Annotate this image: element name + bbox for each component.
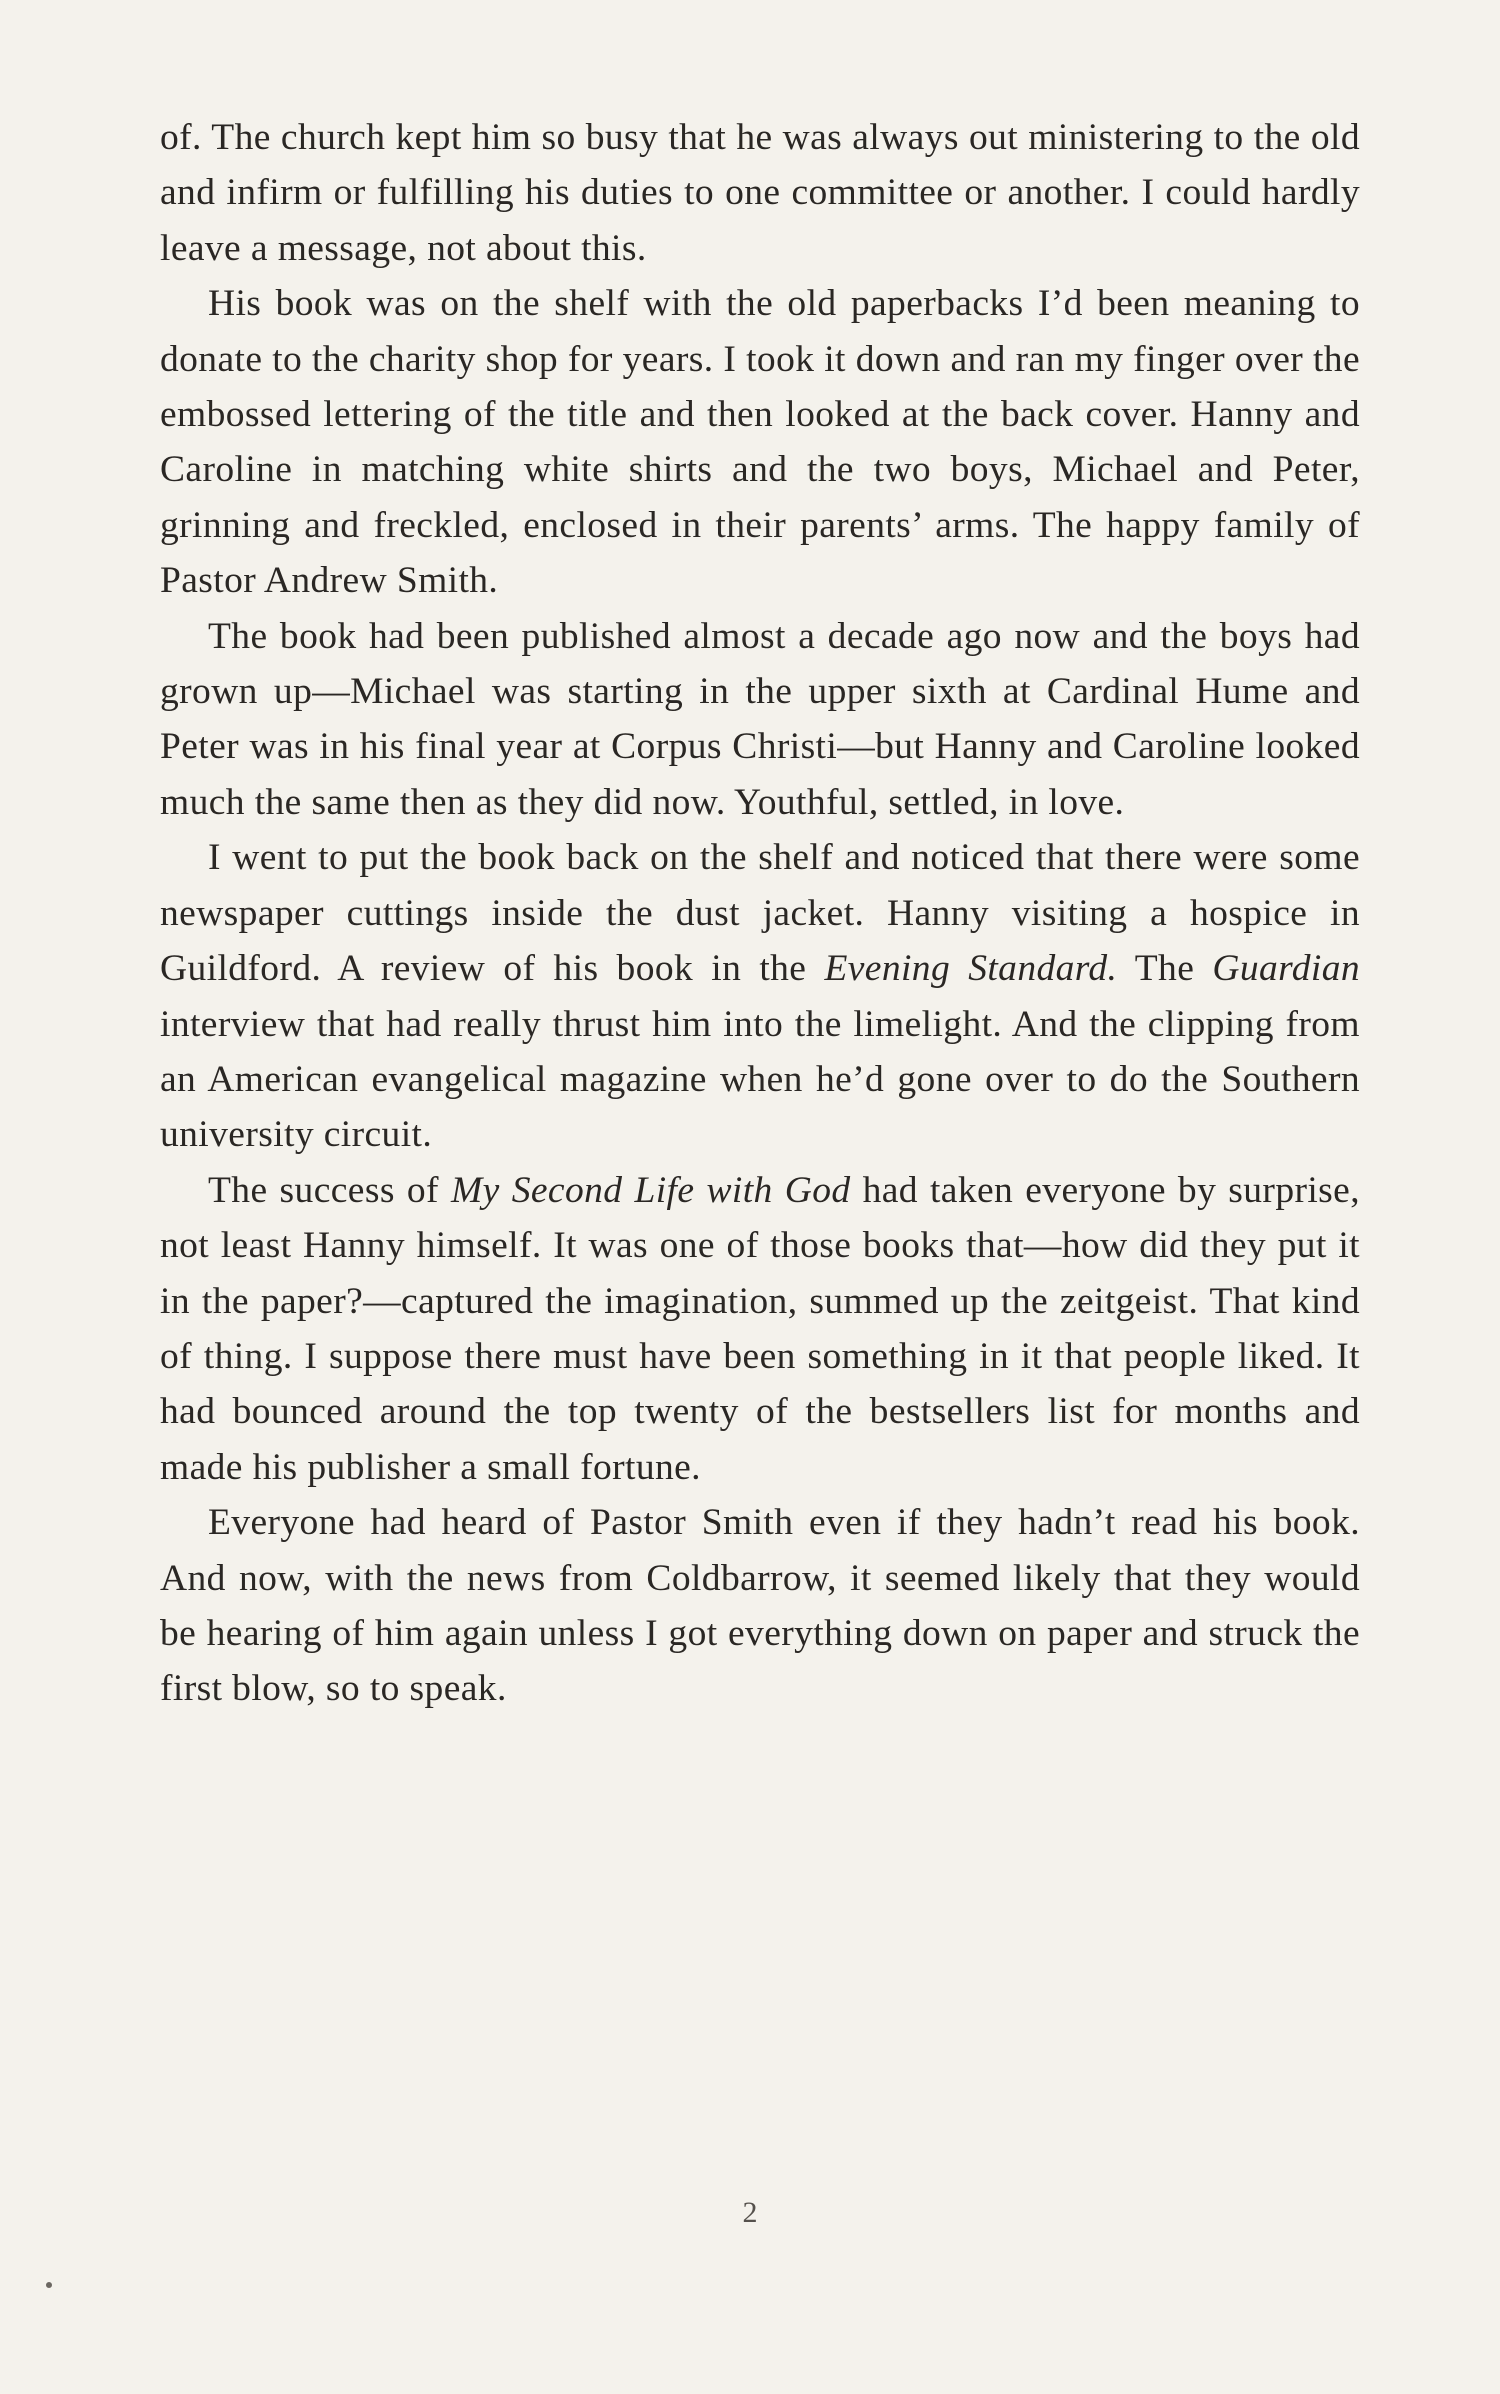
paper-speck [46,2282,52,2288]
paragraph-3 [160,609,1360,831]
book-title: My Second Life with God [450,1169,851,1211]
paragraph-6-text: Everyone had heard of Pastor Smith even if they hadn’t read his book. And now, with the news from Coldbarrow, it seemed likely that they would be hearing of him again unless I got everything down on paper and struck the first blow, so to speak. [160,1502,1360,1710]
newspaper-title-guardian: Guardian [1212,948,1360,990]
body-text [160,110,1360,1717]
paragraph-5-text-a: The success of [208,1169,451,1211]
paragraph-4 [160,830,1360,1162]
paragraph-2 [160,276,1360,608]
paragraph-1 [160,110,1360,276]
paragraph-5 [160,1163,1360,1495]
paragraph-3-text: The book had been published almost a decade ago now and the boys had grown up—Michael was starting in the upper sixth at Cardinal Hume and Peter was in his final year at Corpus Christi—but Hanny and Caroline looked much the same then as they did now. Youthful, settled, in love. [160,615,1360,823]
paragraph-4-text-a: I went to put the book back on the shelf and noticed that there were some newspaper cuttings inside the dust jacket. Hanny visiting a hospice in Guildford. A review of his book in the [160,837,1360,990]
paragraph-1-text: of. The church kept him so busy that he was always out ministering to the old and infirm or fulfilling his duties to one committee or another. I could hardly leave a message, not about this. [160,117,1360,269]
newspaper-title-evening-standard: Evening Standard. [824,948,1118,990]
paragraph-4-text-c: interview that had really thrust him into the limelight. And the clipping from an American evangelical magazine when he’d gone over to do the Southern university circuit. [160,1003,1360,1156]
paragraph-6 [160,1495,1360,1717]
paragraph-4-text-b: The [1117,948,1213,990]
paragraph-2-text: His book was on the shelf with the old paperbacks I’d been meaning to donate to the charity shop for years. I took it down and ran my finger over the embossed lettering of the title and then looked at the back cover. Hanny and Caroline in matching white shirts and the two boys, Michael and Peter, grinning and freckled, enclosed in their parents’ arms. The happy family of Pastor Andrew Smith. [160,283,1360,602]
paragraph-5-text-b: had taken everyone by surprise, not least Hanny himself. It was one of those books that—how did they put it in the paper?—captured the imagination, summed up the zeitgeist. That kind of thing. I suppose there must have been something in it that people liked. It had bounced around the top twenty of the bestsellers list for months and made his publisher a small fortune. [160,1169,1360,1488]
page-number: 2 [742,2196,758,2229]
